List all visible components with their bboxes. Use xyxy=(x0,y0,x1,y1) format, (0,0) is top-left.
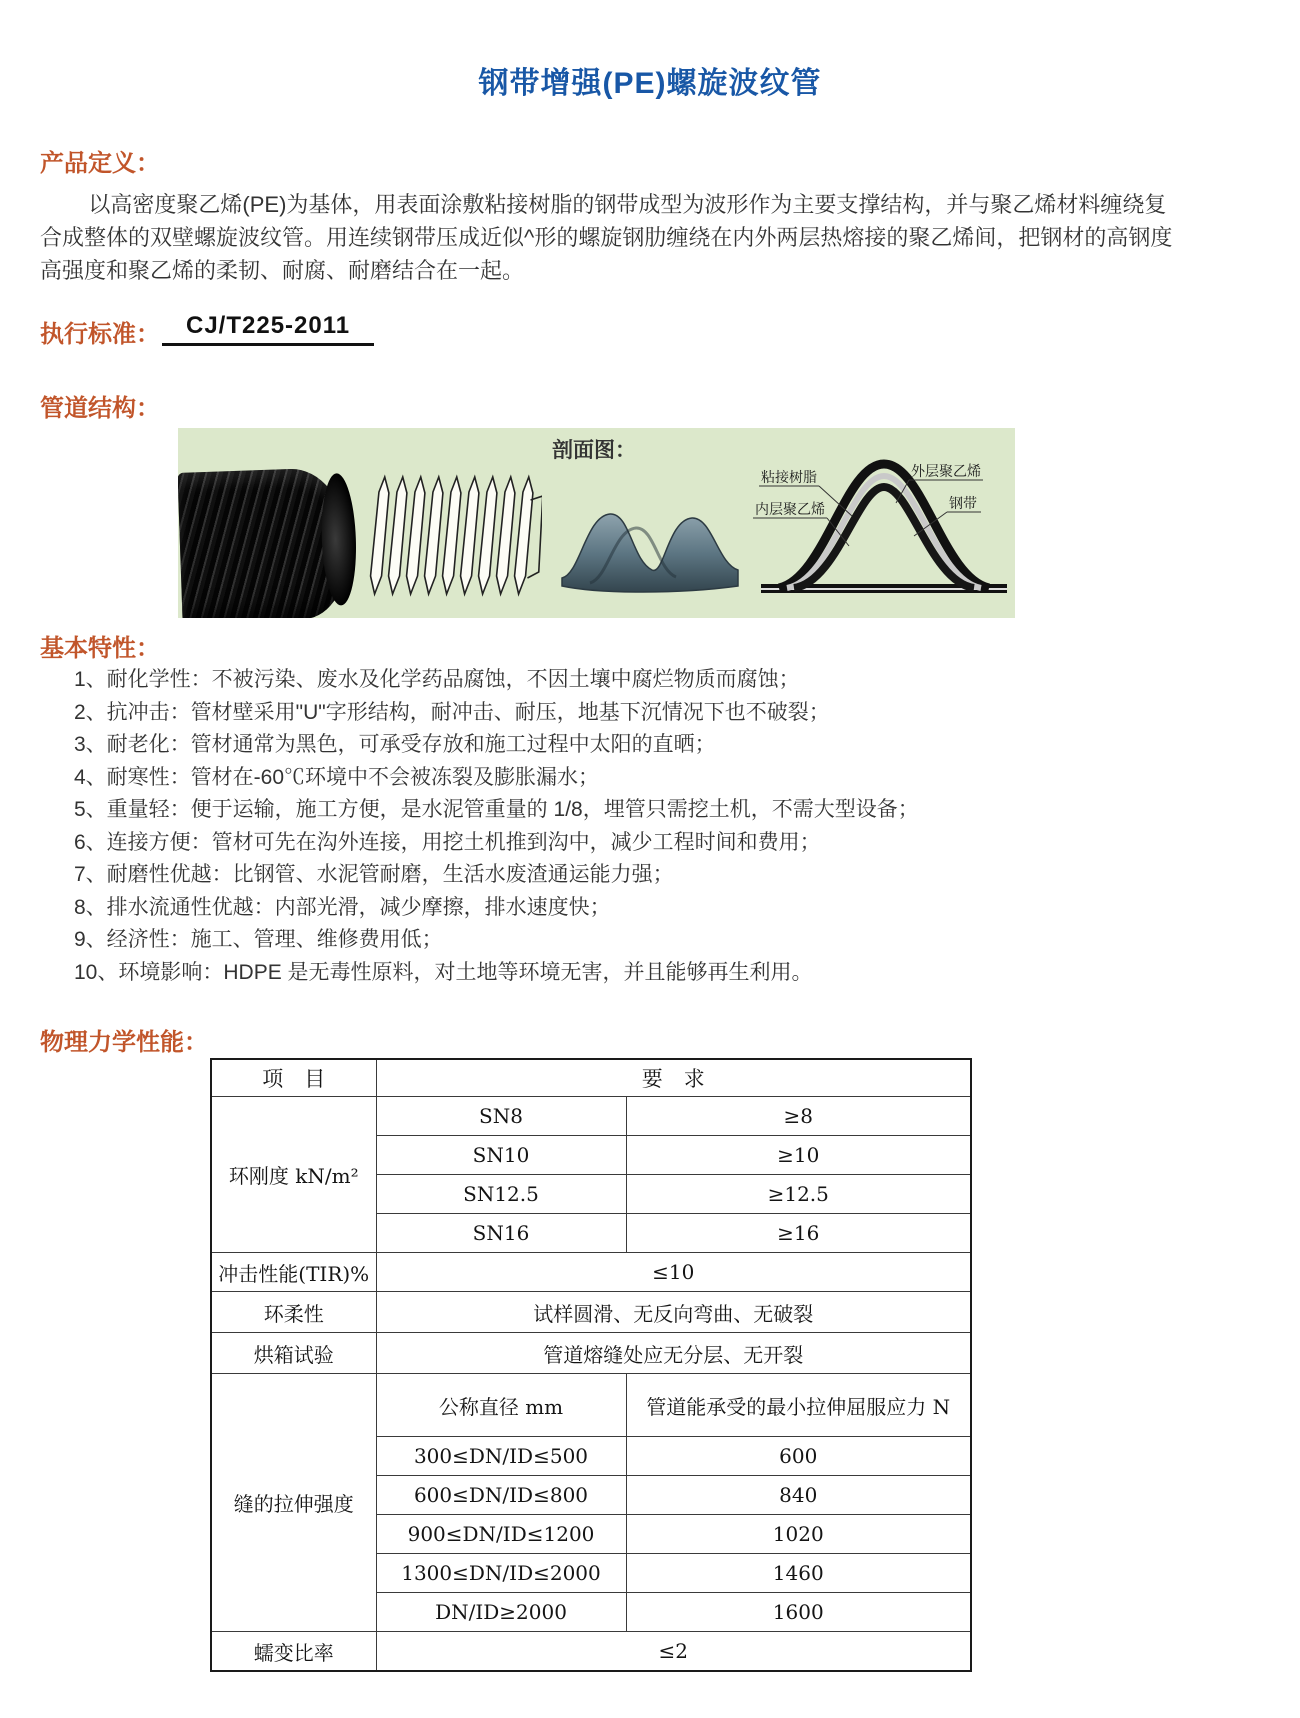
section-heading-features: 基本特性： xyxy=(40,635,160,662)
table-row xyxy=(211,1333,971,1374)
features-list xyxy=(74,664,1274,989)
pipe-3d-profile-illustration xyxy=(560,490,740,595)
table-cell: 840 xyxy=(626,1476,971,1515)
table-cell: SN16 xyxy=(376,1214,626,1253)
table-cell: DN/ID≥2000 xyxy=(376,1593,626,1632)
standard-line xyxy=(162,312,374,346)
feature-item: 3、耐老化：管材通常为黑色，可承受存放和施工过程中太阳的直晒； xyxy=(74,733,716,756)
table-row xyxy=(211,1632,971,1672)
section-heading-definition: 产品定义： xyxy=(40,150,160,177)
table-cell: 管道熔缝处应无分层、无开裂 xyxy=(376,1333,971,1374)
paragraph-line: 高强度和聚乙烯的柔韧、耐腐、耐磨结合在一起。 xyxy=(40,258,525,283)
feature-item: 4、耐寒性：管材在-60℃环境中不会被冻裂及膨胀漏水； xyxy=(74,765,600,789)
feature-item: 6、连接方便：管材可先在沟外连接，用挖土机推到沟中，减少工程时间和费用； xyxy=(74,830,821,854)
seam-strength-label-cell: 缝的拉伸强度 xyxy=(211,1374,376,1632)
paragraph-line: 以高密度聚乙烯(PE)为基体，用表面涂敷粘接树脂的钢带成型为波形作为主要支撑结构，并与聚乙烯材料缠绕复 xyxy=(88,192,1167,217)
header-item-cell: 项 目 xyxy=(211,1059,376,1097)
feature-item: 2、抗冲击：管材壁采用"U"字形结构，耐冲击、耐压，地基下沉情况下也不破裂； xyxy=(74,700,830,724)
table-cell: ≤10 xyxy=(376,1253,971,1292)
table-row xyxy=(211,1374,971,1437)
feature-item: 1、耐化学性：不被污染、废水及化学药品腐蚀，不因土壤中腐烂物质而腐蚀； xyxy=(74,668,800,691)
table-header-row xyxy=(211,1059,971,1097)
label-steel-band: 钢带 xyxy=(949,495,977,511)
table-cell: 1460 xyxy=(626,1554,971,1593)
properties-table xyxy=(210,1058,972,1672)
table-cell: ≥16 xyxy=(626,1214,971,1253)
oven-test-label-cell: 烘箱试验 xyxy=(211,1333,376,1374)
table-cell: 300≤DN/ID≤500 xyxy=(376,1437,626,1476)
table-cell: ≥12.5 xyxy=(626,1175,971,1214)
label-outer-pe: 外层聚乙烯 xyxy=(911,463,981,479)
feature-item: 8、排水流通性优越：内部光滑，减少摩擦，排水速度快； xyxy=(74,895,611,919)
section-heading-physical: 物理力学性能： xyxy=(40,1029,208,1056)
table-cell: 1600 xyxy=(626,1593,971,1632)
label-adhesive-resin: 粘接树脂 xyxy=(761,469,817,485)
table-row xyxy=(211,1292,971,1333)
label-inner-pe: 内层聚乙烯 xyxy=(755,501,825,517)
feature-item: 9、经济性：施工、管理、维修费用低； xyxy=(74,928,443,951)
impact-label-cell: 冲击性能(TIR)% xyxy=(211,1253,376,1292)
pipe-structure-panel xyxy=(178,428,1015,618)
feature-item: 10、环境影响：HDPE 是无毒性原料，对土地等环境无害，并且能够再生利用。 xyxy=(74,960,813,984)
table-cell: 1020 xyxy=(626,1515,971,1554)
section-heading-standard: 执行标准： xyxy=(40,321,160,348)
table-cell: 1300≤DN/ID≤2000 xyxy=(376,1554,626,1593)
table-cell: 600≤DN/ID≤800 xyxy=(376,1476,626,1515)
table-row xyxy=(211,1253,971,1292)
cross-section-title: 剖面图： xyxy=(552,439,636,462)
feature-item: 7、耐磨性优越：比钢管、水泥管耐磨，生活水废渣通运能力强； xyxy=(74,863,674,886)
pipe-line-drawing-illustration xyxy=(366,472,542,604)
table-cell: ≥10 xyxy=(626,1136,971,1175)
definition-paragraph xyxy=(40,188,1266,287)
table-cell: ≥8 xyxy=(626,1097,971,1136)
properties-table-container xyxy=(210,1058,972,1672)
table-cell: 试样圆滑、无反向弯曲、无破裂 xyxy=(376,1292,971,1333)
section-heading-structure: 管道结构： xyxy=(40,395,160,422)
table-cell: SN10 xyxy=(376,1136,626,1175)
table-cell: SN12.5 xyxy=(376,1175,626,1214)
pipe-photo-illustration xyxy=(178,467,351,618)
paragraph-line: 合成整体的双壁螺旋波纹管。用连续钢带压成近似^形的螺旋钢肋缠绕在内外两层热熔接的聚乙烯间，把钢材的高钢度 xyxy=(40,225,1173,250)
table-cell: SN8 xyxy=(376,1097,626,1136)
table-cell: 管道能承受的最小拉伸屈服应力 N xyxy=(626,1374,971,1437)
table-cell: 600 xyxy=(626,1437,971,1476)
ring-stiffness-label-cell: 环刚度 kN/m² xyxy=(211,1097,376,1253)
feature-item: 5、重量轻：便于运输，施工方便，是水泥管重量的 1/8，埋管只需挖土机，不需大型设备； xyxy=(74,798,919,821)
header-requirement-cell: 要 求 xyxy=(376,1059,971,1097)
table-cell: 公称直径 mm xyxy=(376,1374,626,1437)
table-cell: 900≤DN/ID≤1200 xyxy=(376,1515,626,1554)
table-row xyxy=(211,1097,971,1136)
table-cell: ≤2 xyxy=(376,1632,971,1672)
creep-ratio-label-cell: 蠕变比率 xyxy=(211,1632,376,1672)
page-title: 钢带增强(PE)螺旋波纹管 xyxy=(478,67,822,100)
standard-value: CJ/T225-2011 xyxy=(162,312,374,346)
cross-section-diagram xyxy=(753,448,1015,608)
ring-flexibility-label-cell: 环柔性 xyxy=(211,1292,376,1333)
